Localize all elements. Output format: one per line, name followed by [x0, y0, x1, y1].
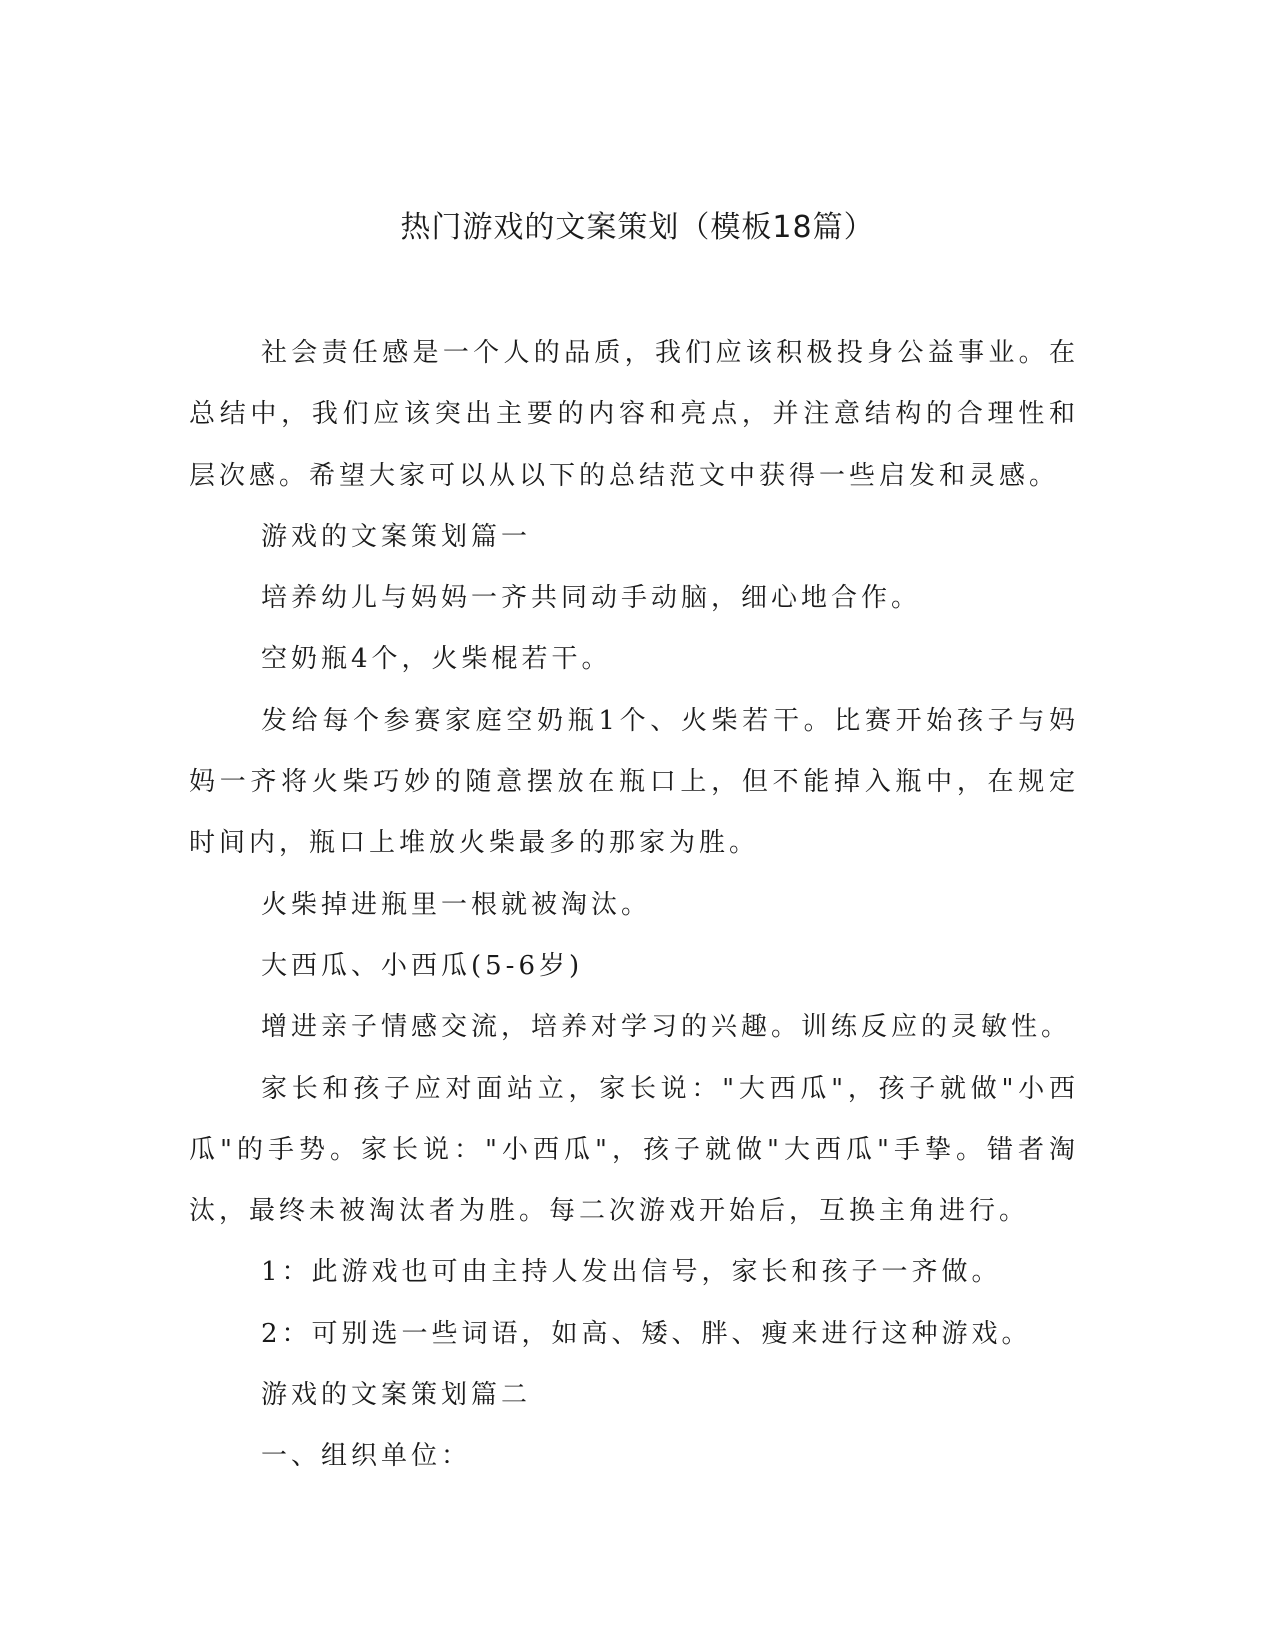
note-item-1: 1：此游戏也可由主持人发出信号，家长和孩子一齐做。: [261, 1257, 1002, 1288]
paragraph-materials: 空奶瓶4个，火柴棍若干。: [261, 644, 612, 675]
section-heading-2: 游戏的文案策划篇二: [261, 1380, 532, 1411]
note-item-2: 2：可别选一些词语，如高、矮、胖、瘦来进行这种游戏。: [261, 1318, 1032, 1349]
section-heading-1: 游戏的文案策划篇一: [261, 521, 532, 552]
paragraph-rules: 发给每个参赛家庭空奶瓶1个、火柴若干。比赛开始孩子与妈妈一齐将火柴巧妙的随意摆放在瓶口上，但不能掉入瓶中，在规定时间内，瓶口上堆放火柴最多的那家为胜。: [189, 705, 1079, 859]
subsection-organizer: 一、组织单位：: [261, 1441, 472, 1472]
paragraph-watermelon-rules: 家长和孩子应对面站立，家长说："大西瓜"，孩子就做"小西瓜"的手势。家长说："小西瓜"，孩子就做"大西瓜"手挚。错者淘汰，最终未被淘汰者为胜。每二次游戏开始后，互换主角进行。: [189, 1073, 1079, 1227]
paragraph-watermelon-goal: 增进亲子情感交流，培养对学习的兴趣。训练反应的灵敏性。: [261, 1012, 1072, 1043]
intro-paragraph: 社会责任感是一个人的品质，我们应该积极投身公益事业。在总结中，我们应该突出主要的内容和亮点，并注意结构的合理性和层次感。希望大家可以从以下的总结范文中获得一些启发和灵感。: [189, 338, 1079, 491]
document-title: 热门游戏的文案策划（模板18篇）: [400, 210, 875, 245]
document-body: [189, 323, 1079, 1488]
paragraph-elimination: 火柴掉进瓶里一根就被淘汰。: [261, 889, 652, 920]
paragraph-goal: 培养幼儿与妈妈一齐共同动手动脑，细心地合作。: [261, 583, 922, 614]
game-title-watermelon: 大西瓜、小西瓜(5-6岁): [261, 950, 584, 981]
